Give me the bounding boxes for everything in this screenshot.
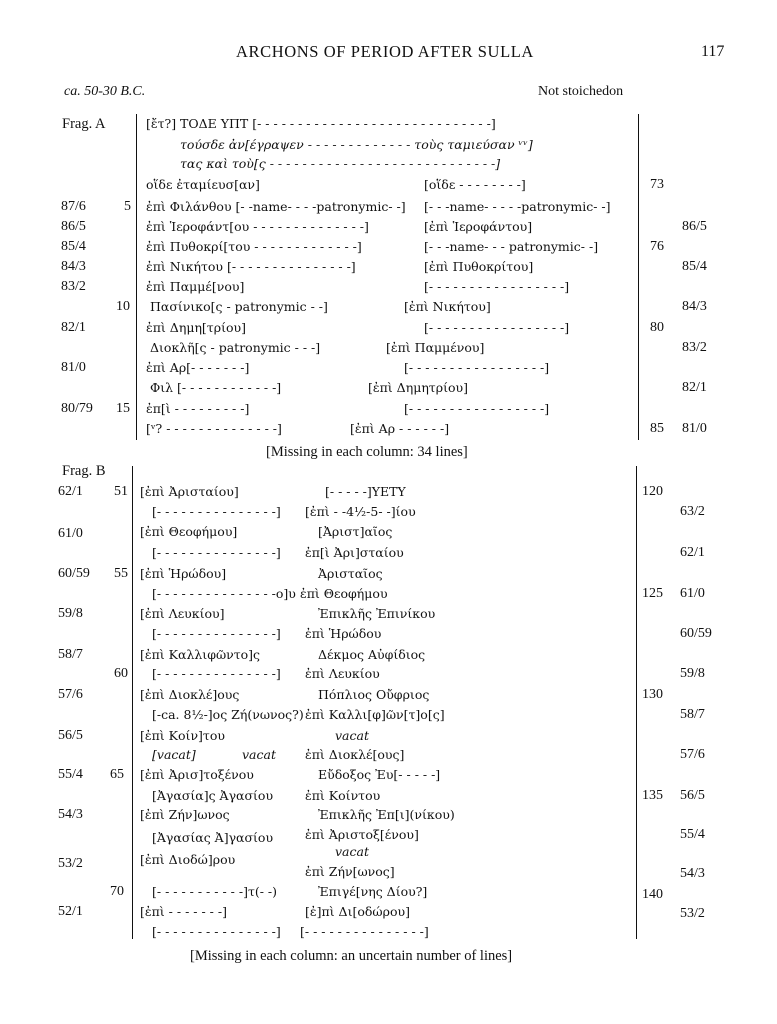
frag-a-col2-line: [- - -name- - - - -patronymic- -] (424, 199, 611, 214)
frag-b-col2-line: vacat (335, 728, 369, 743)
frag-a-col1-line: [ᵛ? - - - - - - - - - - - - - -] (146, 421, 282, 436)
frag-a-col2-line: [οἵδε - - - - - - - -] (424, 177, 526, 192)
frag-a-year-left: 80/79 (61, 401, 93, 416)
frag-a-year-left: 87/6 (61, 199, 86, 214)
frag-b-col1-line: [ἐπὶ Ἀρισ]τοξένου (140, 767, 254, 782)
frag-a-right-rule (638, 114, 639, 440)
frag-a-col1-line: Πασίνικο[ς - patronymic - -] (150, 299, 328, 314)
frag-b-year-left: 55/4 (58, 767, 83, 782)
frag-a-year-left: 86/5 (61, 219, 86, 234)
frag-b-year-right: 59/8 (680, 666, 705, 681)
frag-b-year-left: 52/1 (58, 904, 83, 919)
frag-a-col2-line: [ἐπὶ Νικήτου] (404, 299, 491, 314)
frag-a-line-number: 10 (116, 299, 130, 314)
frag-b-col2-line: vacat (335, 844, 369, 859)
frag-b-year-left: 57/6 (58, 687, 83, 702)
frag-b-col2-line: Ἐπικλῆς Ἐπ[ι](νίκου) (318, 807, 455, 822)
frag-a-col1-line: οἵδε ἐταμίευσ[αν] (146, 177, 260, 192)
frag-b-col2-line: [ἐπὶ - -4½-5- -]ίου (305, 504, 416, 519)
frag-b-col1-line: [- - - - - - - - - - - - - - -] (152, 545, 281, 560)
frag-b-line-number: 55 (114, 566, 128, 581)
frag-a-year-left: 84/3 (61, 259, 86, 274)
frag-a-year-right: 86/5 (682, 219, 707, 234)
frag-b-year-left: 60/59 (58, 566, 90, 581)
frag-b-line-number-right: 140 (642, 887, 663, 902)
frag-b-col2-line: ἐπὶ Διοκλέ[ους] (305, 747, 405, 762)
frag-b-col1-line: [- - - - - - - - - - - - - - -] (152, 626, 281, 641)
frag-a-col1-line: ἐπὶ Παμμέ[νου] (146, 279, 245, 294)
frag-b-year-right: 54/3 (680, 866, 705, 881)
frag-b-col2-line: [ἐ]πὶ Δι[οδώρου] (305, 904, 410, 919)
frag-a-year-right: 82/1 (682, 380, 707, 395)
frag-b-year-left: 53/2 (58, 856, 83, 871)
frag-b-col2-line: Πόπλιος Οὔφριος (318, 687, 430, 702)
frag-b-col1-line: [-ca. 8½-]ος Ζή(νωνος?) (152, 707, 304, 722)
frag-b-vacat-left: vacat (242, 747, 276, 762)
frag-b-year-right: 53/2 (680, 906, 705, 921)
frag-a-col2-line: [ἐπὶ Πυθοκρίτου] (424, 259, 534, 274)
frag-b-year-left: 58/7 (58, 647, 83, 662)
running-title: ARCHONS OF PERIOD AFTER SULLA (236, 42, 534, 61)
frag-b-col2-line: ἐπὶ Ζήν[ωνος] (305, 864, 395, 879)
frag-a-year-left: 83/2 (61, 279, 86, 294)
frag-a-line-number-right: 73 (650, 177, 664, 192)
frag-b-col2-line: [- - - - - - - - - - - - - - -] (300, 924, 429, 939)
frag-b-col1-line: [vacat] (152, 747, 196, 762)
frag-a-line-number: 5 (124, 199, 131, 214)
frag-a-missing-note: [Missing in each column: 34 lines] (266, 444, 468, 460)
frag-b-col1-line: [Ἀγασίας Ἀ]γασίου (152, 830, 274, 845)
frag-b-line-number: 60 (114, 666, 128, 681)
frag-b-missing-note: [Missing in each column: an uncertain number of lines] (190, 948, 513, 964)
frag-a-col2-line: [- - -name- - - patronymic- -] (424, 239, 599, 254)
frag-b-col1-line: [- - - - - - - - - - -]τ(- -) (152, 884, 278, 899)
frag-b-col2-line: Εὔδοξος Ἐυ[- - - - -] (318, 767, 441, 782)
frag-a-line-number-right: 76 (650, 239, 664, 254)
frag-b-col2-line: ἐπὶ Καλλι[φ]ῶν[τ]ο[ς] (305, 707, 445, 722)
frag-b-year-right: 58/7 (680, 707, 705, 722)
frag-a-col2-line: [- - - - - - - - - - - - - - - - -] (424, 320, 570, 335)
frag-b-col1-line: [ἐπὶ Ἀρισταίου] (140, 484, 239, 499)
frag-a-col2-line: [ἐπὶ Δημητρίου] (368, 380, 468, 395)
frag-a-col2-line: [ἐπὶ Αρ - - - - - -] (350, 421, 450, 436)
frag-a-col1-line: [ἔτ?] ΤΟΔΕ ΥΠΤ [- - - - - - - - - - - - - - - - - - - - - - - - - - - - -] (146, 116, 496, 131)
frag-a-year-right: 84/3 (682, 299, 707, 314)
frag-b-col1-line: [ἐπὶ Καλλιφῶντο]ς (140, 647, 261, 662)
frag-b-line-number-right: 135 (642, 788, 663, 803)
frag-b-year-right: 63/2 (680, 504, 705, 519)
frag-b-line-number: 65 (110, 767, 124, 782)
frag-a-year-right: 85/4 (682, 259, 707, 274)
frag-a-col1-line: ἐπὶ Νικήτου [- - - - - - - - - - - - - - -] (146, 259, 356, 274)
frag-b-year-right: 60/59 (680, 626, 712, 641)
frag-b-label: Frag. B (62, 463, 106, 479)
frag-a-col1-line: Διοκλῆ[ς - patronymic - - -] (150, 340, 321, 355)
frag-b-col2-line: ἐπὶ Ἡρώδου (305, 626, 382, 641)
frag-b-line-number-right: 125 (642, 586, 663, 601)
frag-b-col1-line: [Ἀγασία]ς Ἀγασίου (152, 788, 274, 803)
frag-a-col1-line: ἐπὶ Δημη[τρίου] (146, 320, 246, 335)
frag-a-year-right: 81/0 (682, 421, 707, 436)
frag-b-year-right: 57/6 (680, 747, 705, 762)
frag-b-year-right: 56/5 (680, 788, 705, 803)
frag-a-line-number: 15 (116, 401, 130, 416)
frag-a-year-left: 82/1 (61, 320, 86, 335)
frag-b-year-right: 61/0 (680, 586, 705, 601)
frag-a-left-rule (136, 114, 137, 440)
frag-b-col1-line: [- - - - - - - - - - - - - - -] (152, 666, 281, 681)
frag-a-col2-line: [- - - - - - - - - - - - - - - - -] (424, 279, 570, 294)
frag-b-col1-line: [- - - - - - - - - - - - - - -ο]υ (152, 586, 296, 601)
frag-a-col1-line: ἐπὶ Φιλάνθου [- -name- - - -patronymic- -] (146, 199, 406, 214)
date-range: ca. 50-30 B.C. (64, 84, 146, 99)
frag-b-line-number: 51 (114, 484, 128, 499)
frag-b-col2-line: Ἐπικλῆς Ἐπινίκου (318, 606, 436, 621)
frag-b-col1-line: [ἐπὶ Κοίν]του (140, 728, 225, 743)
frag-a-col2-line: [- - - - - - - - - - - - - - - - -] (404, 401, 550, 416)
frag-a-col2-line: [ἐπὶ Ἱεροφάντου] (424, 219, 533, 234)
frag-b-col1-line: [ἐπὶ Ζήν]ωνος (140, 807, 230, 822)
frag-b-col2-line: [- - - - -]ΥΕΤΥ (325, 484, 406, 499)
frag-b-year-left: 61/0 (58, 526, 83, 541)
frag-b-col2-line: ἐπὶ Ἀριστοξ[ένου] (305, 827, 419, 842)
frag-b-col2-line: ἐπὶ Θεοφήμου (300, 586, 388, 601)
frag-b-line-number-right: 130 (642, 687, 663, 702)
frag-b-col2-line: [Ἀριστ]αῖος (318, 524, 393, 539)
frag-a-col2-line: [ἐπὶ Παμμένου] (386, 340, 485, 355)
frag-a-col1-line: Φιλ [- - - - - - - - - - - -] (150, 380, 282, 395)
frag-a-col1-line: ἐπὶ Ἱεροφάντ[ου - - - - - - - - - - - - - -] (146, 219, 369, 234)
frag-b-col1-line: [ἐπὶ Λευκίου] (140, 606, 225, 621)
frag-b-col2-line: Ἐπιγέ[νης Δίου?] (318, 884, 428, 899)
frag-b-col1-line: [ἐπὶ Θεοφήμου] (140, 524, 238, 539)
frag-b-right-rule (636, 466, 637, 939)
frag-b-col1-line: [ἐπὶ Ἡρώδου] (140, 566, 227, 581)
frag-b-col1-line: [ἐπὶ Διοκλέ]ους (140, 687, 240, 702)
frag-a-col1-line: ἐπὶ Αρ[- - - - - - -] (146, 360, 250, 375)
page-number: 117 (701, 43, 725, 60)
frag-a-line-number-right: 80 (650, 320, 664, 335)
frag-b-year-left: 59/8 (58, 606, 83, 621)
frag-b-col2-line: ἐπὶ Λευκίου (305, 666, 380, 681)
frag-b-year-left: 62/1 (58, 484, 83, 499)
frag-a-col1-line: τούσδε ἀν[έγραψεν - - - - - - - - - - - - - τοὺς ταμιεύσαν ᵛᵛ] (180, 137, 533, 152)
frag-a-year-left: 81/0 (61, 360, 86, 375)
frag-b-year-left: 56/5 (58, 728, 83, 743)
frag-b-col1-line: [- - - - - - - - - - - - - - -] (152, 924, 281, 939)
frag-b-year-right: 62/1 (680, 545, 705, 560)
frag-b-col1-line: [- - - - - - - - - - - - - - -] (152, 504, 281, 519)
frag-a-label: Frag. A (62, 116, 106, 132)
frag-a-year-left: 85/4 (61, 239, 86, 254)
frag-a-col2-line: [- - - - - - - - - - - - - - - - -] (404, 360, 550, 375)
frag-b-left-rule (132, 466, 133, 939)
frag-b-col2-line: ἐπὶ Κοίντου (305, 788, 381, 803)
frag-a-col1-line: ἐπὶ Πυθοκρί[του - - - - - - - - - - - - -] (146, 239, 362, 254)
frag-a-col1-line: ἐπ[ὶ - - - - - - - - -] (146, 401, 250, 416)
frag-a-col1-line: τας καὶ τοὺ[ς - - - - - - - - - - - - - - - - - - - - - - - - - - - -] (180, 156, 501, 171)
frag-a-line-number-right: 85 (650, 421, 664, 436)
frag-a-year-right: 83/2 (682, 340, 707, 355)
frag-b-year-right: 55/4 (680, 827, 705, 842)
frag-b-col2-line: Δέκμος Αὐφίδιος (318, 647, 426, 662)
frag-b-col1-line: [ἐπὶ Διοδώ]ρου (140, 852, 236, 867)
frag-b-col2-line: ἐπ[ὶ Ἀρι]σταίου (305, 545, 404, 560)
frag-b-col1-line: [ἐπὶ - - - - - - -] (140, 904, 227, 919)
stoichedon-note: Not stoichedon (538, 84, 624, 99)
frag-b-line-number: 70 (110, 884, 124, 899)
frag-b-line-number-right: 120 (642, 484, 663, 499)
frag-b-year-left: 54/3 (58, 807, 83, 822)
frag-b-col2-line: Ἀρισταῖος (318, 566, 383, 581)
